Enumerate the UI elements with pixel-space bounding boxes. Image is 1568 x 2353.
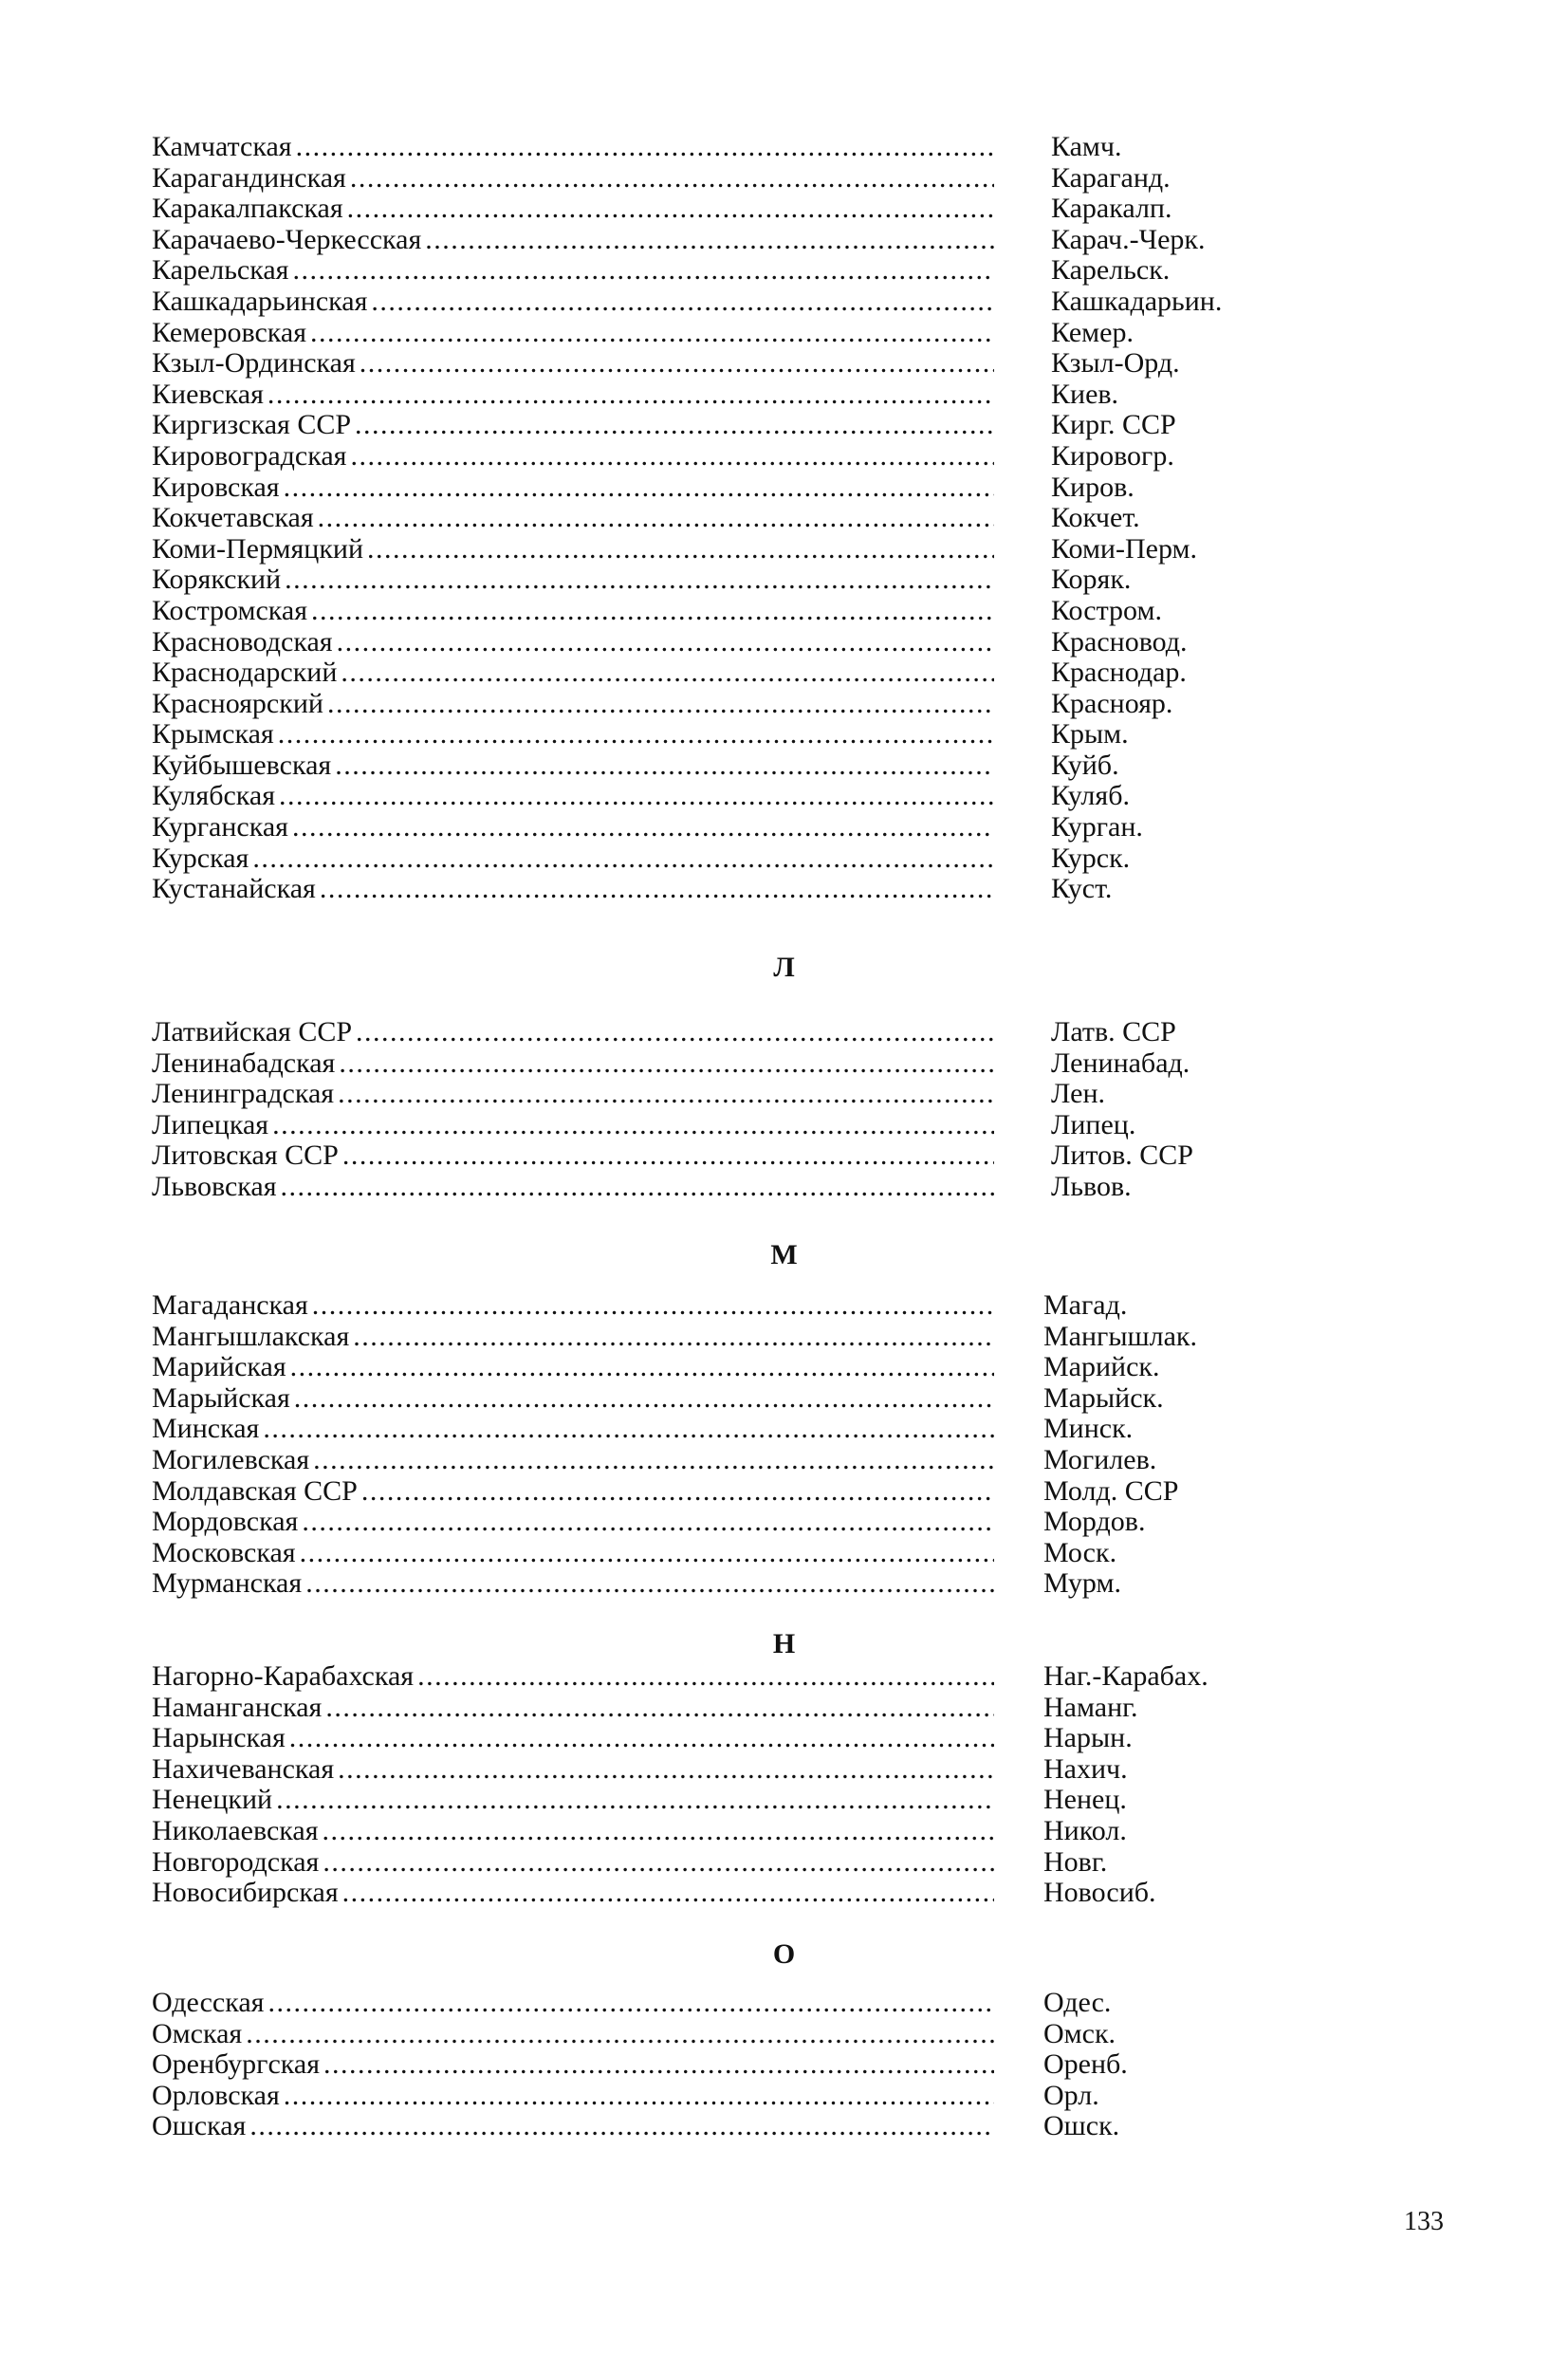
entry-full-name: Нахичеванская . . . — [152, 1754, 994, 1786]
entry-full-name: Нарынская . . . — [152, 1723, 994, 1754]
entry-abbreviation: Литов. ССР — [1051, 1139, 1193, 1172]
entry-full-name: Кашкадарьинская . . . — [152, 287, 994, 318]
entry-row — [152, 1816, 1271, 1847]
entry-abbreviation: Коми-Перм. — [1051, 532, 1197, 565]
entry-row — [152, 380, 1271, 411]
entry-row — [152, 1414, 1271, 1445]
entry-abbreviation: Кировогр. — [1051, 439, 1174, 472]
entry-full-name: Латвийская ССР . . . — [152, 1017, 994, 1048]
entry-abbreviation: Карельск. — [1051, 254, 1171, 287]
entry-full-name: Магаданская . . . — [152, 1290, 994, 1322]
entry-full-name: Литовская ССР . . . — [152, 1140, 994, 1172]
entry-row — [152, 1048, 1271, 1080]
entry-full-name: Краснодарский . . . — [152, 658, 994, 689]
entry-full-name: Ненецкий . . . — [152, 1785, 994, 1816]
entry-abbreviation: Мурм. — [1043, 1567, 1121, 1600]
entry-abbreviation: Молд. ССР — [1043, 1474, 1179, 1507]
entry-full-name: Кировская . . . — [152, 472, 994, 504]
entry-abbreviation: Ленинабад. — [1051, 1047, 1190, 1079]
entry-abbreviation: Карач.-Черк. — [1051, 223, 1206, 255]
entry-row — [152, 2111, 1271, 2142]
entry-full-name: Мурманская . . . — [152, 1568, 994, 1600]
entry-full-name: Нагорно-Карабахская . . . — [152, 1661, 994, 1693]
entry-row — [152, 1445, 1271, 1476]
entry-row — [152, 1322, 1271, 1353]
entry-abbreviation: Нахич. — [1043, 1752, 1128, 1785]
entry-full-name: Одесская . . . — [152, 1988, 994, 2019]
entry-row — [152, 2049, 1271, 2081]
entry-abbreviation: Минск. — [1043, 1413, 1134, 1445]
entry-full-name: Карагандинская . . . — [152, 163, 994, 195]
entry-full-name: Молдавская ССР . . . — [152, 1476, 994, 1508]
entry-abbreviation: Куляб. — [1051, 780, 1130, 812]
entry-abbreviation: Марийск. — [1043, 1351, 1160, 1383]
entry-full-name: Киевская . . . — [152, 380, 994, 411]
entry-row — [152, 596, 1271, 627]
section-o — [152, 1988, 1271, 2142]
entry-abbreviation: Орл. — [1043, 2079, 1099, 2111]
entry-row — [152, 318, 1271, 349]
entry-abbreviation: Краснояр. — [1051, 687, 1173, 719]
entry-full-name: Московская . . . — [152, 1538, 994, 1569]
entry-row — [152, 1383, 1271, 1415]
entry-row — [152, 1723, 1271, 1754]
entry-abbreviation: Никол. — [1043, 1814, 1127, 1846]
entry-row — [152, 163, 1271, 195]
entry-row — [152, 1878, 1271, 1909]
entry-row — [152, 812, 1271, 843]
entry-abbreviation: Омск. — [1043, 2017, 1116, 2049]
entry-full-name: Омская . . . — [152, 2019, 994, 2050]
entry-full-name: Новосибирская . . . — [152, 1878, 994, 1909]
entry-full-name: Киргизская ССР . . . — [152, 410, 994, 441]
entry-row — [152, 1568, 1271, 1600]
entry-full-name: Наманганская . . . — [152, 1693, 994, 1724]
entry-row — [152, 627, 1271, 658]
entry-row — [152, 1079, 1271, 1110]
entry-full-name: Кзыл-Ординская . . . — [152, 348, 994, 380]
entry-full-name: Костромская . . . — [152, 596, 994, 627]
entry-abbreviation: Куйб. — [1051, 749, 1119, 781]
entry-full-name: Куйбышевская . . . — [152, 750, 994, 782]
entry-abbreviation: Киров. — [1051, 471, 1134, 503]
entry-row — [152, 503, 1271, 534]
entry-abbreviation: Моск. — [1043, 1536, 1117, 1568]
section-m — [152, 1290, 1271, 1600]
entry-abbreviation: Одес. — [1043, 1987, 1112, 2018]
entry-full-name: Курганская . . . — [152, 812, 994, 843]
entry-row — [152, 1785, 1271, 1816]
entry-full-name: Крымская . . . — [152, 719, 994, 750]
entry-abbreviation: Наг.-Карабах. — [1043, 1660, 1208, 1692]
entry-row — [152, 534, 1271, 565]
entry-row — [152, 1538, 1271, 1569]
entry-full-name: Новгородская . . . — [152, 1847, 994, 1879]
entry-row — [152, 194, 1271, 225]
section-k — [152, 132, 1271, 905]
entry-row — [152, 348, 1271, 380]
entry-abbreviation: Кашкадарьин. — [1051, 285, 1223, 317]
entry-row — [152, 874, 1271, 905]
entry-abbreviation: Мордов. — [1043, 1506, 1146, 1538]
entry-abbreviation: Кемер. — [1051, 316, 1134, 348]
entry-abbreviation: Мангышлак. — [1043, 1320, 1197, 1352]
entry-abbreviation: Караганд. — [1051, 161, 1171, 194]
entry-row — [152, 1140, 1271, 1172]
entry-full-name: Марийская . . . — [152, 1352, 994, 1383]
entry-full-name: Курская . . . — [152, 843, 994, 875]
entry-full-name: Красноводская . . . — [152, 627, 994, 658]
section-letter-n: Н — [772, 1628, 796, 1659]
entry-abbreviation: Нарын. — [1043, 1722, 1133, 1754]
entry-full-name: Марыйская . . . — [152, 1383, 994, 1415]
entry-row — [152, 1507, 1271, 1538]
entry-abbreviation: Каракалп. — [1051, 193, 1172, 225]
entry-full-name: Кокчетавская . . . — [152, 503, 994, 534]
entry-abbreviation: Лен. — [1051, 1078, 1106, 1110]
entry-abbreviation: Курган. — [1051, 811, 1143, 843]
entry-abbreviation: Коряк. — [1051, 564, 1132, 596]
section-letter-l: Л — [773, 952, 795, 983]
entry-row — [152, 472, 1271, 504]
entry-abbreviation: Магад. — [1043, 1289, 1128, 1321]
entry-abbreviation: Курск. — [1051, 842, 1131, 874]
entry-full-name: Львовская . . . — [152, 1172, 994, 1203]
entry-abbreviation: Кокчет. — [1051, 502, 1140, 534]
entry-full-name: Николаевская . . . — [152, 1816, 994, 1847]
entry-row — [152, 1290, 1271, 1322]
entry-row — [152, 1661, 1271, 1693]
entry-row — [152, 1754, 1271, 1786]
entry-row — [152, 565, 1271, 596]
entry-abbreviation: Новосиб. — [1043, 1877, 1156, 1909]
entry-row — [152, 719, 1271, 750]
entry-full-name: Карачаево-Черкесская . . . — [152, 225, 994, 256]
entry-full-name: Оренбургская . . . — [152, 2049, 994, 2081]
entry-abbreviation: Наманг. — [1043, 1691, 1138, 1723]
entry-full-name: Красноярский . . . — [152, 689, 994, 720]
entry-row — [152, 1017, 1271, 1048]
entry-row — [152, 781, 1271, 812]
entry-row — [152, 1172, 1271, 1203]
entry-row — [152, 1476, 1271, 1508]
entry-full-name: Орловская . . . — [152, 2081, 994, 2112]
entry-row — [152, 255, 1271, 287]
section-l — [152, 1017, 1271, 1203]
entry-row — [152, 225, 1271, 256]
section-letter-m: М — [770, 1239, 798, 1270]
entry-full-name: Корякский . . . — [152, 565, 994, 596]
entry-abbreviation: Могилев. — [1043, 1443, 1157, 1475]
entry-row — [152, 1847, 1271, 1879]
entry-abbreviation: Крым. — [1051, 718, 1129, 750]
entry-abbreviation: Новг. — [1043, 1845, 1108, 1878]
entry-abbreviation: Костром. — [1051, 594, 1162, 626]
section-letter-o: О — [772, 1938, 796, 1970]
entry-row — [152, 843, 1271, 875]
entry-abbreviation: Красновод. — [1051, 625, 1188, 658]
entry-row — [152, 410, 1271, 441]
entry-abbreviation: Краснодар. — [1051, 657, 1187, 689]
entry-full-name: Минская . . . — [152, 1414, 994, 1445]
entry-row — [152, 750, 1271, 782]
section-n — [152, 1661, 1271, 1909]
entry-abbreviation: Латв. ССР — [1051, 1016, 1176, 1047]
entry-abbreviation: Камч. — [1051, 131, 1122, 162]
entry-row — [152, 287, 1271, 318]
entry-full-name: Ленинградская . . . — [152, 1079, 994, 1110]
entry-full-name: Могилевская . . . — [152, 1445, 994, 1476]
page-number: 133 — [1404, 2207, 1444, 2236]
entry-row — [152, 1988, 1271, 2019]
entry-row — [152, 2019, 1271, 2050]
entry-abbreviation: Липец. — [1051, 1108, 1136, 1140]
entry-abbreviation: Оренб. — [1043, 2048, 1128, 2081]
entry-row — [152, 689, 1271, 720]
entry-row — [152, 1352, 1271, 1383]
entry-abbreviation: Львов. — [1051, 1170, 1132, 1202]
entry-abbreviation: Ошск. — [1043, 2110, 1120, 2142]
entry-full-name: Камчатская . . . — [152, 132, 994, 163]
entry-full-name: Кировоградская . . . — [152, 441, 994, 472]
entry-abbreviation: Куст. — [1051, 873, 1113, 905]
entry-row — [152, 1693, 1271, 1724]
entry-abbreviation: Кзыл-Орд. — [1051, 347, 1180, 380]
entry-abbreviation: Киев. — [1051, 378, 1119, 410]
entry-full-name: Ошская . . . — [152, 2111, 994, 2142]
entry-row — [152, 658, 1271, 689]
entry-row — [152, 1110, 1271, 1141]
entry-full-name: Кулябская . . . — [152, 781, 994, 812]
entry-full-name: Кемеровская . . . — [152, 318, 994, 349]
entry-abbreviation: Кирг. ССР — [1051, 409, 1176, 441]
entry-full-name: Карельская . . . — [152, 255, 994, 287]
entry-abbreviation: Марыйск. — [1043, 1381, 1164, 1414]
entry-full-name: Липецкая . . . — [152, 1110, 994, 1141]
entry-abbreviation: Ненец. — [1043, 1784, 1127, 1816]
entry-full-name: Мордовская . . . — [152, 1507, 994, 1538]
entry-full-name: Кустанайская . . . — [152, 874, 994, 905]
entry-full-name: Ленинабадская . . . — [152, 1048, 994, 1080]
entry-full-name: Коми-Пермяцкий . . . — [152, 534, 994, 565]
entry-full-name: Каракалпакская . . . — [152, 194, 994, 225]
entry-full-name: Мангышлакская . . . — [152, 1322, 994, 1353]
entry-row — [152, 2081, 1271, 2112]
entry-row — [152, 132, 1271, 163]
entry-row — [152, 441, 1271, 472]
